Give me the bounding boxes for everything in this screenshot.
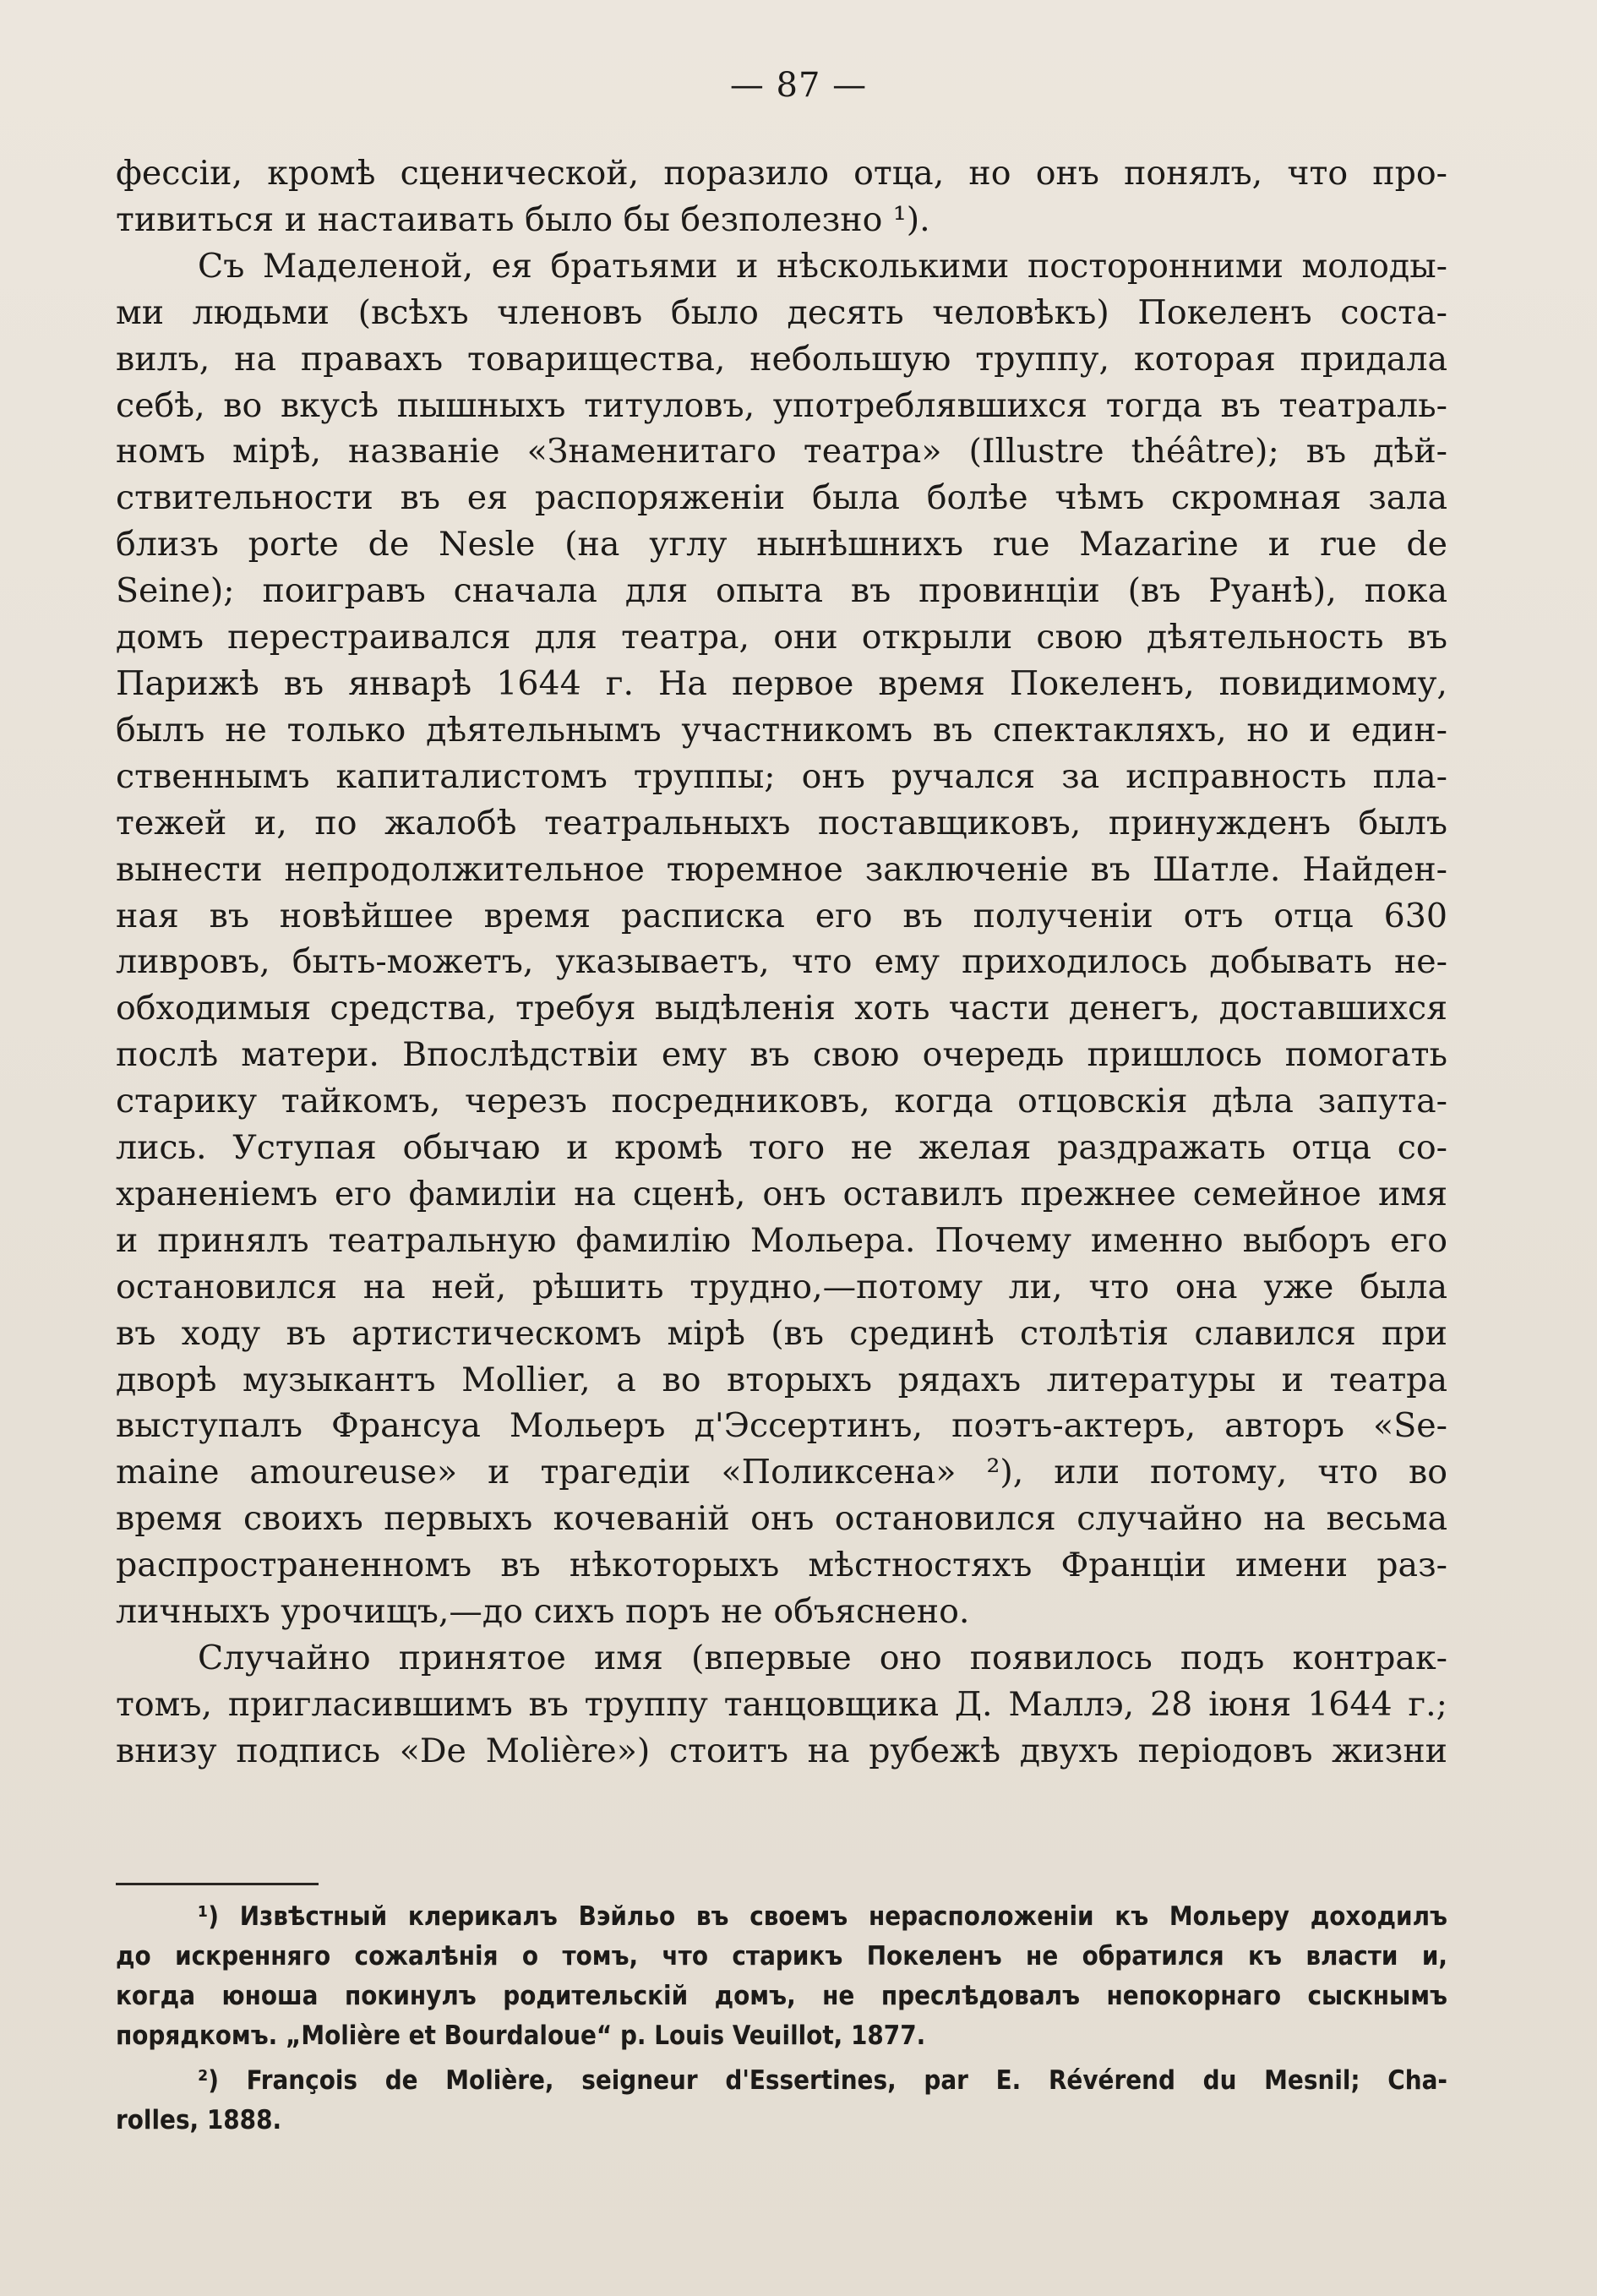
text-line: старику тайкомъ, черезъ посредниковъ, когда отцовскія дѣла запута- [116,1082,1447,1121]
text-line: Случайно принятое имя (впервые оно появилось подъ контрак- [198,1639,1447,1677]
footnote-line: когда юноша покинулъ родительскій домъ, не преслѣдовалъ непокорнаго сыскнымъ [116,1981,1447,2011]
paragraph [116,150,1447,243]
text-line: номъ мірѣ, названіе «Знаменитаго театра» (Illustre théâtre); въ дѣй- [116,432,1447,472]
text-line: внизу подпись «De Molière») стоитъ на рубежѣ двухъ періодовъ жизни [116,1731,1447,1770]
text-line: тивиться и настаивать было бы безполезно ¹). [116,199,930,239]
text-line: время своихъ первыхъ кочеваній онъ остановился случайно на весьма [116,1499,1447,1539]
footnote-line: ¹) Извѣстный клерикалъ Вэйльо въ своемъ нерасположеніи къ Мольеру доходилъ [198,1901,1447,1932]
text-line: ствительности въ ея распоряженіи была болѣе чѣмъ скромная зала [116,478,1447,518]
text-line: близъ porte de Nesle (на углу нынѣшнихъ rue Mazarine и rue de [116,525,1447,564]
footnote-line: rolles, 1888. [116,2105,282,2135]
text-line: себѣ, во вкусѣ пышныхъ титуловъ, употреблявшихся тогда въ театраль- [116,385,1447,425]
text-line: въ ходу въ артистическомъ мірѣ (въ срединѣ столѣтія славился при [116,1313,1447,1353]
text-line: выступалъ Франсуа Мольеръ д'Эссертинъ, поэтъ-актеръ, авторъ «Se- [116,1406,1447,1446]
text-line: остановился на ней, рѣшить трудно,—потому ли, что она уже была [116,1267,1447,1306]
text-line: распространенномъ въ нѣкоторыхъ мѣстностяхъ Франціи имени раз- [116,1546,1447,1585]
footnote-1 [116,1897,1447,2056]
text-line: домъ перестраивался для театра, они открыли свою дѣятельность въ [116,618,1447,657]
text-line: храненіемъ его фамиліи на сценѣ, онъ оставилъ прежнее семейное имя [116,1174,1447,1213]
footnote-line: ²) François de Molière, seigneur d'Essertines, par E. Révérend du Mesnil; Cha- [198,2065,1447,2096]
text-line: вилъ, на правахъ товарищества, небольшую труппу, которая придала [116,339,1447,379]
text-line: ственнымъ капиталистомъ труппы; онъ ручался за исправность пла- [116,756,1447,796]
paragraph [116,1635,1447,1775]
text-line: maine amoureuse» и трагедіи «Поликсена» ²), или потому, что во [116,1453,1447,1492]
text-line: и принялъ театральную фамилію Мольера. Почему именно выборъ его [116,1220,1447,1260]
text-line: ми людьми (всѣхъ членовъ было десять человѣкъ) Покеленъ соста- [116,292,1447,332]
text-line: дворѣ музыкантъ Mollier, а во вторыхъ рядахъ литературы и театра [116,1360,1447,1399]
text-line: томъ, пригласившимъ въ труппу танцовщика Д. Маллэ, 28 іюня 1644 г.; [116,1684,1447,1724]
text-line: тежей и, по жалобѣ театральныхъ поставщиковъ, принужденъ былъ [116,803,1447,843]
text-line: вынести непродолжительное тюремное заключеніе въ Шатле. Найден- [116,849,1447,889]
text-line: Съ Маделеной, ея братьями и нѣсколькими посторонними молоды- [198,246,1447,286]
text-line: Seine); поигравъ сначала для опыта въ провинціи (въ Руанѣ), пока [116,571,1447,611]
footnote-line: порядкомъ. „Molière et Bourdaloue“ p. Louis Veuillot, 1877. [116,2021,926,2051]
text-line: личныхъ урочищъ,—до сихъ поръ не объяснено. [116,1592,970,1632]
footnotes [116,1897,1447,2141]
text-line: фессіи, кромѣ сценической, поразило отца, но онъ понялъ, что про- [116,154,1447,193]
footnote-2 [116,2061,1447,2141]
footnote-line: до искренняго сожалѣнія о томъ, что старикъ Покеленъ не обратился къ власти и, [116,1941,1447,1972]
paragraph [116,243,1447,1635]
text-line: ная въ новѣйшее время расписка его въ полученіи отъ отца 630 [116,896,1447,935]
text-line: ливровъ, быть-можетъ, указываетъ, что ему приходилось добывать не- [116,942,1447,982]
text-line: послѣ матери. Впослѣдствіи ему въ свою очередь пришлось помогать [116,1035,1447,1075]
page-number: — 87 — [729,66,868,105]
footnote-divider [116,1883,319,1885]
main-text [116,150,1447,1775]
text-line: лись. Уступая обычаю и кромѣ того не желая раздражать отца со- [116,1128,1447,1168]
text-line: обходимыя средства, требуя выдѣленія хоть части денегъ, доставшихся [116,989,1447,1028]
text-line: Парижѣ въ январѣ 1644 г. На первое время Покеленъ, повидимому, [116,663,1447,703]
text-line: былъ не только дѣятельнымъ участникомъ въ спектакляхъ, но и един- [116,710,1447,750]
